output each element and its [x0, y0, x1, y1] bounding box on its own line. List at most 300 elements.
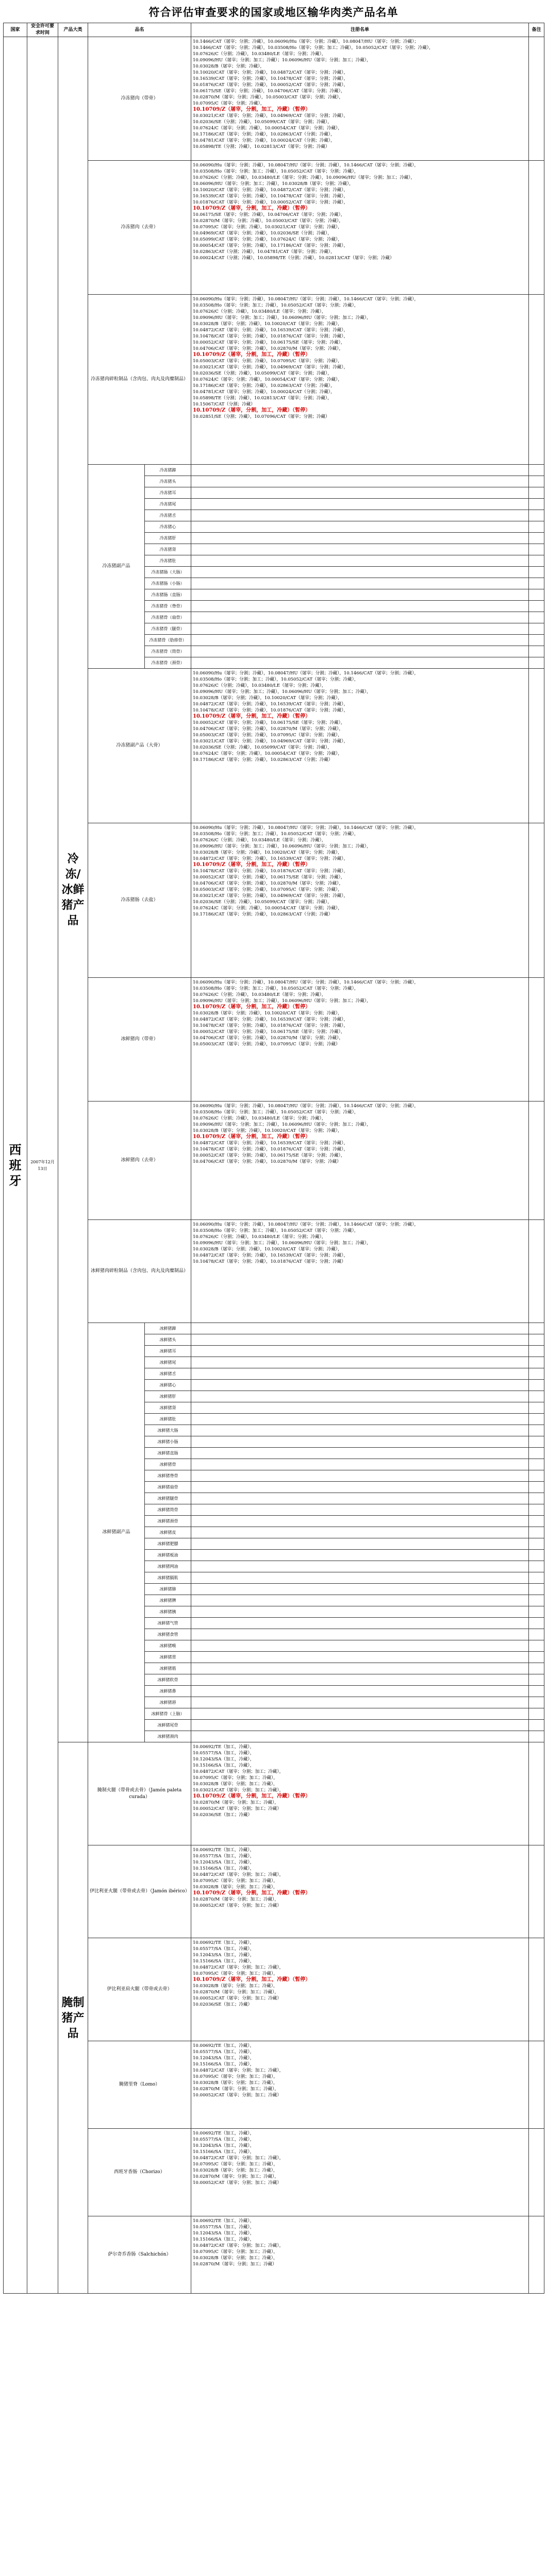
plant-list-cell: [191, 1572, 529, 1584]
sub-product-cell: 冰鲜猪颈骨: [145, 1516, 191, 1527]
plant-list-cell: [191, 37, 529, 161]
sub-product-cell: 冰鲜猪肾: [145, 1402, 191, 1414]
note-cell: [529, 476, 544, 487]
plant-list-cell: [191, 544, 529, 555]
plant-entry: 10.04872/CAT（屠宰；分割；加工；冷藏），: [193, 2156, 284, 2161]
plant-entry: 10.03028/B（屠宰；分割；冷藏），10.10020/CAT（屠宰；分割；冷藏），: [193, 321, 342, 327]
plant-list-cell: [191, 1550, 529, 1561]
table-row: [4, 37, 544, 161]
plant-entry: 10.06175/SE（屠宰；分割；冷藏），10.04706/CAT（屠宰；分割；冷藏），: [193, 212, 345, 217]
plant-list-cell: [191, 978, 529, 1101]
product-table: [3, 23, 544, 2294]
plant-list-cell: [191, 1674, 529, 1686]
note-cell: [529, 1323, 544, 1334]
plant-list-cell: [191, 1845, 529, 1938]
sub-product-cell: 冷冻猪耳: [145, 487, 191, 499]
plant-list-cell: [191, 1402, 529, 1414]
suspended-plant: 10.10709/Z（屠宰，分割，加工，冷藏）（暂停）: [193, 408, 311, 413]
plant-entry: 10.07624/C（屠宰；分割；冷藏），10.00054/CAT（屠宰；分割；冷藏），: [193, 906, 342, 911]
country-cell: 西班牙: [4, 37, 27, 2294]
plant-list-cell: [191, 499, 529, 510]
plant-entry: 10.06090/Hu（屠宰；分割；冷藏），10.08047/HU（屠宰；分割；冷藏），10.1466/CAT（屠宰；分割；冷藏），: [193, 825, 419, 831]
note-cell: [529, 1550, 544, 1561]
plant-entry: 10.00692/TE（加工，冷藏），: [193, 2218, 255, 2224]
sub-product-cell: 冰鲜猪膈肌: [145, 1572, 191, 1584]
plant-entry: 10.05003/CAT（屠宰；分割；冷藏），10.07095/C（屠宰；分割；冷藏），: [193, 887, 342, 892]
plant-entry: [193, 1890, 527, 1896]
note-cell: [529, 1618, 544, 1629]
plant-entry: 10.03028/B（屠宰；分割；加工；冷藏），: [193, 2256, 278, 2261]
plant-entry: 10.09096/HU（屠宰；分割；加工；冷藏），10.06096/HU（屠宰；分割；加工；冷藏），: [193, 1241, 371, 1246]
plant-list-cell: [191, 2041, 529, 2129]
plant-list-cell: [191, 1425, 529, 1436]
plant-entry: 10.03028/B（屠宰；分割；加工；冷藏），: [193, 1885, 278, 1890]
plant-list-cell: [191, 657, 529, 669]
plant-entry: 10.1466/CAT（屠宰；分割；冷藏），10.03508/Ho（屠宰；分割；加工；冷藏），10.05052/CAT（屠宰；分割；冷藏），: [193, 45, 434, 50]
note-cell: [529, 1448, 544, 1459]
table-row: [4, 1742, 544, 1845]
page-title: 符合评估审查要求的国家或地区输华肉类产品名单: [148, 6, 399, 19]
product-name-cell: 冰鲜猪肉（带骨）: [88, 978, 191, 1101]
plant-list-cell: [191, 533, 529, 544]
note-cell: [529, 1674, 544, 1686]
sub-product-cell: 冷冻猪肠（大肠）: [145, 567, 191, 578]
note-cell: [529, 2216, 544, 2294]
plant-list-cell: [191, 1629, 529, 1640]
header-date: 安全许可要求时间: [27, 23, 58, 37]
sub-product-cell: 冰鲜猪网油: [145, 1561, 191, 1572]
plant-entry: 10.06090/Hu（屠宰；分割；冷藏），10.08047/HU（屠宰；分割；冷藏），10.1466/CAT（屠宰；分割；冷藏），: [193, 671, 419, 676]
suspended-plant: 10.10709/Z（屠宰，分割，加工，冷藏）（暂停）: [193, 206, 311, 211]
note-cell: [529, 37, 544, 161]
table-header: [4, 23, 544, 37]
plant-list-cell: [191, 1368, 529, 1380]
plant-entry: 10.16539/CAT（屠宰；分割；冷藏），10.10478/CAT（屠宰；分割；冷藏），: [193, 76, 349, 81]
note-cell: [529, 1493, 544, 1504]
plant-list-cell: [191, 1618, 529, 1629]
sub-product-cell: 冰鲜猪尾: [145, 1357, 191, 1368]
sub-product-cell: 冰鲜猪蹄: [145, 1323, 191, 1334]
plant-entry: 10.07624/C（屠宰；分割；冷藏），10.00054/CAT（屠宰；分割；冷藏），: [193, 377, 342, 382]
plant-entry: 10.12043/SA（加工，冷藏），: [193, 2231, 255, 2236]
plant-entry: 10.03028/B（屠宰；分割；冷藏），10.10020/CAT（屠宰；分割；冷藏），: [193, 1011, 342, 1016]
note-cell: [529, 646, 544, 657]
sub-product-cell: 冰鲜猪直肠: [145, 1448, 191, 1459]
note-cell: [529, 1640, 544, 1652]
note-cell: [529, 1652, 544, 1663]
plant-entry: 10.00692/TE（加工，冷藏），: [193, 2131, 255, 2136]
plant-list-cell: [191, 1516, 529, 1527]
plant-entry: 10.16539/CAT（屠宰；分割；冷藏），10.10478/CAT（屠宰；分割；冷藏），: [193, 194, 349, 199]
note-cell: [529, 544, 544, 555]
note-cell: [529, 1629, 544, 1640]
sub-product-cell: 冷冻猪肚: [145, 555, 191, 567]
plant-list-cell: [191, 589, 529, 601]
note-cell: [529, 1357, 544, 1368]
plant-entry: [193, 1134, 527, 1140]
note-cell: [529, 1220, 544, 1323]
plant-entry: 10.10478/CAT（屠宰；分割；冷藏），10.01876/CAT（屠宰；分割；冷藏），: [193, 334, 349, 339]
sub-product-cell: 冰鲜猪舌: [145, 1368, 191, 1380]
plant-entry: 10.03028/B（屠宰；分割；加工；冷藏），: [193, 1782, 278, 1787]
plant-entry: 10.09096/HU（屠宰；分割；加工；冷藏），10.06096/HU（屠宰；分割；加工；冷藏），: [193, 844, 371, 849]
sub-product-cell: 冰鲜猪气管: [145, 1618, 191, 1629]
plant-entry: 10.04872/CAT（屠宰；分割；冷藏），10.16539/CAT（屠宰；分割；冷藏），: [193, 856, 349, 861]
note-cell: [529, 669, 544, 823]
plant-entry: 10.06096/HU（屠宰；分割；加工；冷藏），10.03028/B（屠宰；分割；冷藏），: [193, 181, 354, 187]
plant-entry: 10.02863/CAT（分割；冷藏），10.04781/CAT（屠宰；分割；冷藏），: [193, 249, 335, 255]
plant-entry: 10.05003/CAT（屠宰；分割；冷藏），10.07095/C（屠宰；分割；冷藏），: [193, 359, 342, 364]
plant-entry: 10.04872/CAT（屠宰；分割；冷藏），10.16539/CAT（屠宰；分割；冷藏），: [193, 1253, 349, 1258]
access-date-cell: 2007年12月13日: [27, 37, 58, 2294]
sub-product-cell: 冰鲜猪食管: [145, 1629, 191, 1640]
header-note: 备注: [529, 23, 544, 37]
plant-list-cell: [191, 476, 529, 487]
note-cell: [529, 487, 544, 499]
note-cell: [529, 1380, 544, 1391]
plant-entry: 10.07626/C（分割；冷藏），10.03480/LE（屠宰；分割；冷藏），: [193, 683, 326, 688]
sub-product-cell: 冰鲜猪肺: [145, 1584, 191, 1595]
plant-entry: [193, 352, 527, 358]
plant-list-cell: [191, 623, 529, 635]
plant-list-cell: [191, 1527, 529, 1538]
plant-entry: 10.15166/SA（加工，冷藏），: [193, 1763, 255, 1768]
plant-entry: 10.05898/TE（分割；冷藏），10.02813/CAT（屠宰；分割；冷藏），: [193, 396, 332, 401]
note-cell: [529, 555, 544, 567]
plant-entry: 10.06090/Hu（屠宰；分割；冷藏），10.08047/HU（屠宰；分割；冷藏），10.1466/CAT（屠宰；分割；冷藏），: [193, 297, 419, 302]
plant-entry: 10.05577/SA（加工，冷藏），: [193, 2137, 255, 2142]
product-name-cell: 冷冻猪肉碎粒制品（含肉包、肉丸及肉糜制品）: [88, 295, 191, 465]
plant-entry: 10.02870/M（屠宰；分割；加工；冷藏），: [193, 2087, 279, 2092]
sub-product-cell: 冰鲜猪大肠: [145, 1425, 191, 1436]
sub-product-cell: 冰鲜猪筒骨: [145, 1504, 191, 1516]
header-product: 品名: [88, 23, 191, 37]
note-cell: [529, 533, 544, 544]
note-cell: [529, 1938, 544, 2041]
plant-entry: 10.03021/CAT（屠宰；分割；冷藏），10.04969/CAT（屠宰；分割；冷藏），: [193, 365, 349, 370]
plant-entry: 10.02870/M（屠宰；分割；冷藏），10.05003/CAT（屠宰；分割；冷藏），: [193, 218, 343, 224]
product-name-cell: 冰鲜猪副产品: [88, 1323, 145, 1742]
sub-product-cell: 冷冻猪骨（脊骨）: [145, 601, 191, 612]
note-cell: [529, 1504, 544, 1516]
plant-list-cell: [191, 1346, 529, 1357]
product-name-cell: 腌制火腿（带骨或去骨）（Jamón paleta curada）: [88, 1742, 191, 1845]
plant-entry: 10.02036/SE（加工；冷藏）: [193, 1812, 252, 1818]
plant-entry: 10.15166/SA（加工，冷藏），: [193, 1959, 255, 1964]
plant-entry: 10.00692/TE（加工，冷藏），: [193, 1940, 255, 1945]
plant-entry: 10.04706/CAT（屠宰；分割；冷藏），10.02870/M（屠宰；分割；冷藏），: [193, 881, 343, 886]
plant-entry: 10.10478/CAT（屠宰；分割；冷藏），10.01876/CAT（屠宰；分割；冷藏），: [193, 1147, 349, 1152]
plant-entry: 10.04872/CAT（屠宰；分割；冷藏），10.16539/CAT（屠宰；分割；冷藏），: [193, 1017, 349, 1022]
plant-entry: 10.17186/CAT（屠宰；分割；冷藏），10.02863/CAT（分割；冷藏），: [193, 132, 335, 137]
suspended-plant: 10.10709/Z（屠宰，分割，加工，冷藏）（暂停）: [193, 714, 311, 719]
plant-entry: [193, 408, 527, 414]
plant-entry: 10.07624/C（屠宰；分割；冷藏），10.00054/CAT（屠宰；分割；冷藏），: [193, 126, 342, 131]
plant-entry: 10.04872/CAT（屠宰；分割；加工；冷藏），: [193, 2068, 284, 2073]
sub-product-cell: 冰鲜猪心: [145, 1380, 191, 1391]
plant-entry: 10.07626/C（分割；冷藏），10.03480/LE（屠宰；分割；冷藏），: [193, 52, 326, 57]
plant-entry: 10.00052/CAT（屠宰；分割；加工；冷藏）: [193, 2093, 281, 2098]
product-name-cell: 冷冻猪肠（去盐）: [88, 823, 191, 978]
plant-list-cell: [191, 465, 529, 476]
sub-product-cell: 冷冻猪心: [145, 521, 191, 533]
note-cell: [529, 465, 544, 476]
plant-list-cell: [191, 1436, 529, 1448]
note-cell: [529, 2129, 544, 2216]
plant-list-cell: [191, 1470, 529, 1482]
plant-entry: 10.10478/CAT（屠宰；分割；冷藏），10.01876/CAT（屠宰；分割；冷藏）: [193, 1259, 346, 1264]
plant-entry: 10.03508/Ho（屠宰；分割；加工；冷藏），10.05052/CAT（屠宰；分割；冷藏），: [193, 1228, 359, 1233]
note-cell: [529, 1527, 544, 1538]
plant-entry: 10.01876/CAT（屠宰；分割；冷藏），10.00052/CAT（屠宰；分割；冷藏），: [193, 82, 349, 88]
plant-entry: 10.07626/C（分割；冷藏），10.03480/LE（屠宰；分割；冷藏），: [193, 1116, 326, 1121]
plant-entry: 10.03028/B（屠宰；分割；加工；冷藏），: [193, 2080, 278, 2086]
plant-list-cell: [191, 1380, 529, 1391]
note-cell: [529, 1334, 544, 1346]
product-name-cell: 冰鲜猪肉碎粒制品（含肉包、肉丸及肉糜制品）: [88, 1220, 191, 1323]
note-cell: [529, 1742, 544, 1845]
note-cell: [529, 612, 544, 623]
sub-product-cell: 冰鲜猪鼻: [145, 1686, 191, 1697]
plant-entry: 10.07095/C（屠宰；分割；冷藏），10.03021/CAT（屠宰；分割；冷藏），: [193, 225, 342, 230]
note-cell: [529, 1391, 544, 1402]
plant-entry: 10.04706/CAT（屠宰；分割；冷藏），10.02870/M（屠宰；分割；冷藏），: [193, 1036, 343, 1041]
plant-entry: 10.02870/M（屠宰；分割；加工；冷藏），: [193, 1897, 279, 1902]
plant-entry: [193, 107, 527, 113]
suspended-plant: 10.10709/Z（屠宰，分割，加工，冷藏）（暂停）: [193, 1793, 311, 1799]
plant-list-cell: [191, 1220, 529, 1323]
note-cell: [529, 567, 544, 578]
sub-product-cell: 冷冻猪骨（腿骨）: [145, 623, 191, 635]
note-cell: [529, 1572, 544, 1584]
plant-entry: 10.04781/CAT（屠宰；分割；冷藏），10.00024/CAT（分割；冷藏），: [193, 138, 335, 143]
note-cell: [529, 510, 544, 521]
plant-entry: [193, 206, 527, 212]
plant-entry: 10.04706/CAT（屠宰；分割；冷藏），10.02870/M（屠宰；分割；冷藏），: [193, 726, 343, 732]
plant-entry: 10.07095/C（屠宰；分割；加工；冷藏），: [193, 2162, 278, 2167]
plant-entry: 10.05003/CAT（屠宰；分割；冷藏），10.07095/C（屠宰；分割；冷藏），: [193, 733, 342, 738]
plant-entry: 10.00024/CAT（分割；冷藏），10.05898/TE（分割；冷藏），10.02813/CAT（屠宰；分割；冷藏）: [193, 256, 394, 261]
plant-entry: 10.04872/CAT（屠宰；分割；冷藏），10.16539/CAT（屠宰；分割；冷藏），: [193, 702, 349, 707]
plant-list-cell: [191, 1652, 529, 1663]
plant-list-cell: [191, 646, 529, 657]
plant-entry: 10.15067/CAT（分割；冷藏）: [193, 402, 255, 407]
plant-entry: 10.05577/SA（加工，冷藏），: [193, 1854, 255, 1859]
plant-entry: 10.00052/CAT（屠宰；分割；冷藏），10.06175/SE（屠宰；分割；冷藏），: [193, 875, 345, 880]
plant-entry: 10.07626/C（分割；冷藏），10.03480/LE（屠宰；分割；冷藏），: [193, 838, 326, 843]
plant-entry: 10.02036/SE（分割；冷藏），10.05099/CAT（屠宰；分割；冷藏），: [193, 371, 332, 376]
product-name-cell: 冰鲜猪肉（去骨）: [88, 1101, 191, 1220]
plant-list-cell: [191, 1938, 529, 2041]
note-cell: [529, 657, 544, 669]
plant-entry: 10.07095/C（屠宰；分割；加工；冷藏），: [193, 1971, 278, 1976]
note-cell: [529, 1845, 544, 1938]
plant-entry: 10.04969/CAT（屠宰；分割；冷藏），10.02036/SE（分割；冷藏），: [193, 231, 332, 236]
plant-list-cell: [191, 601, 529, 612]
note-cell: [529, 1708, 544, 1720]
note-cell: [529, 635, 544, 646]
plant-entry: 10.07095/C（屠宰；分割；加工；冷藏），: [193, 2074, 278, 2079]
note-cell: [529, 1538, 544, 1550]
suspended-plant: 10.10709/Z（屠宰，分割，加工，冷藏）（暂停）: [193, 1977, 311, 1982]
plant-entry: 10.10020/CAT（屠宰；分割；冷藏），10.04872/CAT（屠宰；分割；冷藏），: [193, 188, 349, 193]
plant-list-cell: [191, 2129, 529, 2216]
note-cell: [529, 1720, 544, 1731]
plant-list-cell: [191, 669, 529, 823]
note-cell: [529, 1686, 544, 1697]
plant-list-cell: [191, 1742, 529, 1845]
plant-entry: 10.02870/M（屠宰；分割；加工；冷藏），: [193, 1800, 279, 1805]
plant-entry: 10.12043/SA（加工，冷藏），: [193, 2056, 255, 2061]
plant-entry: 10.10020/CAT（屠宰；分割；冷藏），10.04872/CAT（屠宰；分割；冷藏），: [193, 70, 349, 75]
product-name-cell: 冷冻猪副产品: [88, 465, 145, 669]
sub-product-cell: 冰鲜猪肝: [145, 1391, 191, 1402]
plant-entry: 10.02870/M（屠宰；分割；加工；冷藏）: [193, 2262, 277, 2267]
plant-entry: 10.04872/CAT（屠宰；分割；加工；冷藏），: [193, 1872, 284, 1877]
plant-entry: 10.03021/CAT（屠宰；分割；冷藏），10.04969/CAT（屠宰；分割；冷藏），: [193, 893, 349, 899]
plant-entry: 10.07626/C（分割；冷藏），10.03480/LE（屠宰；分割；冷藏），: [193, 1234, 326, 1240]
sub-product-cell: 冰鲜猪颈肉: [145, 1731, 191, 1742]
suspended-plant: 10.10709/Z（屠宰，分割，加工，冷藏）（暂停）: [193, 107, 311, 112]
note-cell: [529, 1425, 544, 1436]
plant-list-cell: [191, 1584, 529, 1595]
plant-entry: 10.07095/C（屠宰；分割；加工；冷藏），: [193, 1878, 278, 1884]
plant-entry: 10.06090/Hu（屠宰；分割；冷藏），10.08047/HU（屠宰；分割；冷藏），10.1466/CAT（屠宰；分割；冷藏），: [193, 163, 419, 168]
plant-entry: 10.17186/CAT（屠宰；分割；冷藏），10.02863/CAT（分割；冷藏），: [193, 383, 335, 388]
product-name-cell: 冷冻猪肉（带骨）: [88, 37, 191, 161]
plant-entry: 10.03028/B（屠宰；分割；冷藏），10.10020/CAT（屠宰；分割；冷藏），: [193, 850, 342, 855]
plant-list-cell: [191, 521, 529, 533]
sub-product-cell: 冰鲜猪耳: [145, 1346, 191, 1357]
plant-entry: 10.03508/Ho（屠宰；分割；加工；冷藏），10.05052/CAT（屠宰；分割；冷藏），: [193, 677, 359, 682]
plant-list-cell: [191, 578, 529, 589]
plant-entry: 10.00692/TE（加工，冷藏），: [193, 1848, 255, 1853]
plant-list-cell: [191, 1334, 529, 1346]
plant-list-cell: [191, 1595, 529, 1606]
product-name-cell: 萨尔奇乔香肠（Salchichón）: [88, 2216, 191, 2294]
plant-entry: 10.03021/CAT（屠宰；分割；冷藏），10.04969/CAT（屠宰；分割；冷藏），: [193, 113, 349, 118]
note-cell: [529, 1663, 544, 1674]
note-cell: [529, 978, 544, 1101]
plant-list-cell: [191, 1720, 529, 1731]
note-cell: [529, 1606, 544, 1618]
plant-entry: 10.03028/B（屠宰；分割；冷藏），: [193, 64, 264, 69]
category-cell: 腌制猪产品: [58, 1742, 88, 2294]
plant-entry: 10.03028/B（屠宰；分割；加工；冷藏），: [193, 2168, 278, 2173]
plant-entry: 10.06175/SE（屠宰；分割；冷藏），10.04706/CAT（屠宰；分割；冷藏），: [193, 89, 345, 94]
plant-list-cell: [191, 1731, 529, 1742]
plant-entry: 10.12043/SA（加工，冷藏），: [193, 1860, 255, 1865]
plant-entry: 10.15166/SA（加工，冷藏），: [193, 2149, 255, 2155]
plant-entry: 10.04706/CAT（屠宰；分割；冷藏），10.02870/M（屠宰；分割；冷藏），: [193, 346, 343, 351]
plant-list-cell: [191, 1697, 529, 1708]
note-cell: [529, 1584, 544, 1595]
sub-product-cell: 冰鲜猪头: [145, 1334, 191, 1346]
plant-entry: 10.05577/SA（加工，冷藏），: [193, 2049, 255, 2055]
sub-product-cell: 冰鲜猪尾骨: [145, 1720, 191, 1731]
plant-entry: 10.04872/CAT（屠宰；分割；加工；冷藏），: [193, 1769, 284, 1774]
note-cell: [529, 1346, 544, 1357]
plant-entry: 10.15166/SA（加工，冷藏），: [193, 2062, 255, 2067]
sub-product-cell: 冷冻猪骨（扇骨）: [145, 612, 191, 623]
plant-entry: 10.06090/Hu（屠宰；分割；冷藏），10.08047/HU（屠宰；分割；冷藏），10.1466/CAT（屠宰；分割；冷藏），: [193, 1104, 419, 1109]
plant-entry: 10.07626/C（分割；冷藏），10.03480/LE（屠宰；分割；冷藏），: [193, 992, 326, 997]
plant-entry: 10.04872/CAT（屠宰；分割；加工；冷藏），: [193, 2243, 284, 2248]
plant-entry: 10.05099/CAT（屠宰；分割；冷藏），10.07624/C（屠宰；分割；冷藏），: [193, 237, 342, 242]
plant-list-cell: [191, 1640, 529, 1652]
plant-list-cell: [191, 1414, 529, 1425]
plant-list-cell: [191, 1482, 529, 1493]
sub-product-cell: 冷冻猪头: [145, 476, 191, 487]
plant-entry: 10.03028/B（屠宰；分割；加工；冷藏），: [193, 1984, 278, 1989]
sub-product-cell: 冰鲜猪肥膘: [145, 1538, 191, 1550]
plant-entry: 10.03021/CAT（屠宰；分割；加工；冷藏），: [193, 1788, 284, 1793]
sub-product-cell: 冰鲜猪唇: [145, 1697, 191, 1708]
plant-entry: 10.00052/CAT（屠宰；分割；冷藏），10.06175/SE（屠宰；分割；冷藏），: [193, 1153, 345, 1158]
note-cell: [529, 578, 544, 589]
plant-entry: 10.17186/CAT（屠宰；分割；冷藏），10.02863/CAT（分割；冷藏）: [193, 757, 333, 762]
plant-entry: 10.02036/SE（分割；冷藏），10.05099/CAT（屠宰；分割；冷藏），: [193, 120, 332, 125]
note-cell: [529, 1595, 544, 1606]
category-cell: 冷冻/冰鲜猪产品: [58, 37, 88, 1742]
plant-entry: 10.1466/CAT（屠宰；分割；冷藏），10.06090/Hu（屠宰；分割；冷藏），10.08047/HU（屠宰；分割；冷藏）；: [193, 39, 419, 44]
plant-entry: 10.07626/C（分割；冷藏），10.03480/LE（屠宰；分割；冷藏），10.09096/HU（屠宰；分割；加工；冷藏），: [193, 175, 415, 180]
suspended-plant: 10.10709/Z（屠宰，分割，加工，冷藏）（暂停）: [193, 862, 311, 868]
sub-product-cell: 冷冻猪肝: [145, 533, 191, 544]
plant-entry: 10.04781/CAT（屠宰；分割；冷藏），10.00024/CAT（分割；冷藏），: [193, 389, 335, 395]
sub-product-cell: 冰鲜猪喉: [145, 1640, 191, 1652]
sub-product-cell: 冷冻猪肠（直肠）: [145, 589, 191, 601]
plant-list-cell: [191, 567, 529, 578]
plant-entry: 10.00052/CAT（屠宰；分割；加工；冷藏）: [193, 2180, 281, 2185]
header-country: 国家: [4, 23, 27, 37]
plant-list-cell: [191, 1357, 529, 1368]
product-name-cell: 西班牙香肠（Chorizo）: [88, 2129, 191, 2216]
sub-product-cell: 冰鲜猪肚: [145, 1414, 191, 1425]
plant-entry: 10.03508/Ho（屠宰；分割；加工；冷藏），10.05052/CAT（屠宰；分割；冷藏），: [193, 832, 359, 837]
plant-list-cell: [191, 1391, 529, 1402]
plant-list-cell: [191, 510, 529, 521]
plant-entry: 10.00052/CAT（屠宰；分割；加工；冷藏）: [193, 1903, 281, 1908]
plant-entry: 10.10478/CAT（屠宰；分割；冷藏），10.01876/CAT（屠宰；分割；冷藏），: [193, 1023, 349, 1028]
plant-entry: 10.03508/Ho（屠宰；分割；加工；冷藏），10.05052/CAT（屠宰；分割；冷藏），: [193, 169, 359, 174]
plant-entry: [193, 714, 527, 720]
plant-entry: 10.00054/CAT（屠宰；分割；冷藏），10.17186/CAT（屠宰；分割；冷藏），: [193, 243, 349, 248]
plant-entry: 10.00692/TE（加工，冷藏），: [193, 1744, 255, 1750]
plant-entry: 10.09096/HU（屠宰；分割；加工；冷藏），10.06096/HU（屠宰；分割；加工；冷藏），: [193, 315, 371, 320]
note-cell: [529, 623, 544, 635]
plant-list-cell: [191, 635, 529, 646]
note-cell: [529, 2041, 544, 2129]
note-cell: [529, 521, 544, 533]
plant-entry: 10.01876/CAT（屠宰；分割；冷藏），10.00052/CAT（屠宰；分割；冷藏），: [193, 200, 349, 205]
header-plants: 注册名单: [191, 23, 529, 37]
plant-entry: 10.00692/TE（加工，冷藏），: [193, 2043, 255, 2048]
plant-entry: 10.07095/C（屠宰；分割；加工；冷藏），: [193, 2249, 278, 2255]
plant-entry: 10.03508/Ho（屠宰；分割；加工；冷藏），10.05052/CAT（屠宰；分割；冷藏），: [193, 303, 359, 308]
plant-entry: 10.04872/CAT（屠宰；分割；冷藏），10.16539/CAT（屠宰；分割；冷藏），: [193, 328, 349, 333]
note-cell: [529, 1101, 544, 1220]
suspended-plant: 10.10709/Z（屠宰，分割，加工，冷藏）（暂停）: [193, 1134, 311, 1140]
sub-product-cell: 冷冻猪骨（颈骨）: [145, 657, 191, 669]
plant-entry: 10.07624/C（屠宰；分割；冷藏），10.00054/CAT（屠宰；分割；冷藏），: [193, 751, 342, 756]
note-cell: [529, 1516, 544, 1527]
plant-entry: 10.02870/M（屠宰；分割；加工；冷藏），: [193, 2174, 279, 2179]
plant-entry: 10.03028/B（屠宰；分割；冷藏），10.10020/CAT（屠宰；分割；冷藏），: [193, 696, 342, 701]
plant-entry: 10.04872/CAT（屠宰；分割；冷藏），10.16539/CAT（屠宰；分割；冷藏），: [193, 1141, 349, 1146]
plant-entry: 10.09096/HU（屠宰；分割；加工；冷藏），10.06096/HU（屠宰；分割；加工；冷藏），: [193, 1122, 371, 1127]
sub-product-cell: 冰鲜猪骨（上脑）: [145, 1708, 191, 1720]
